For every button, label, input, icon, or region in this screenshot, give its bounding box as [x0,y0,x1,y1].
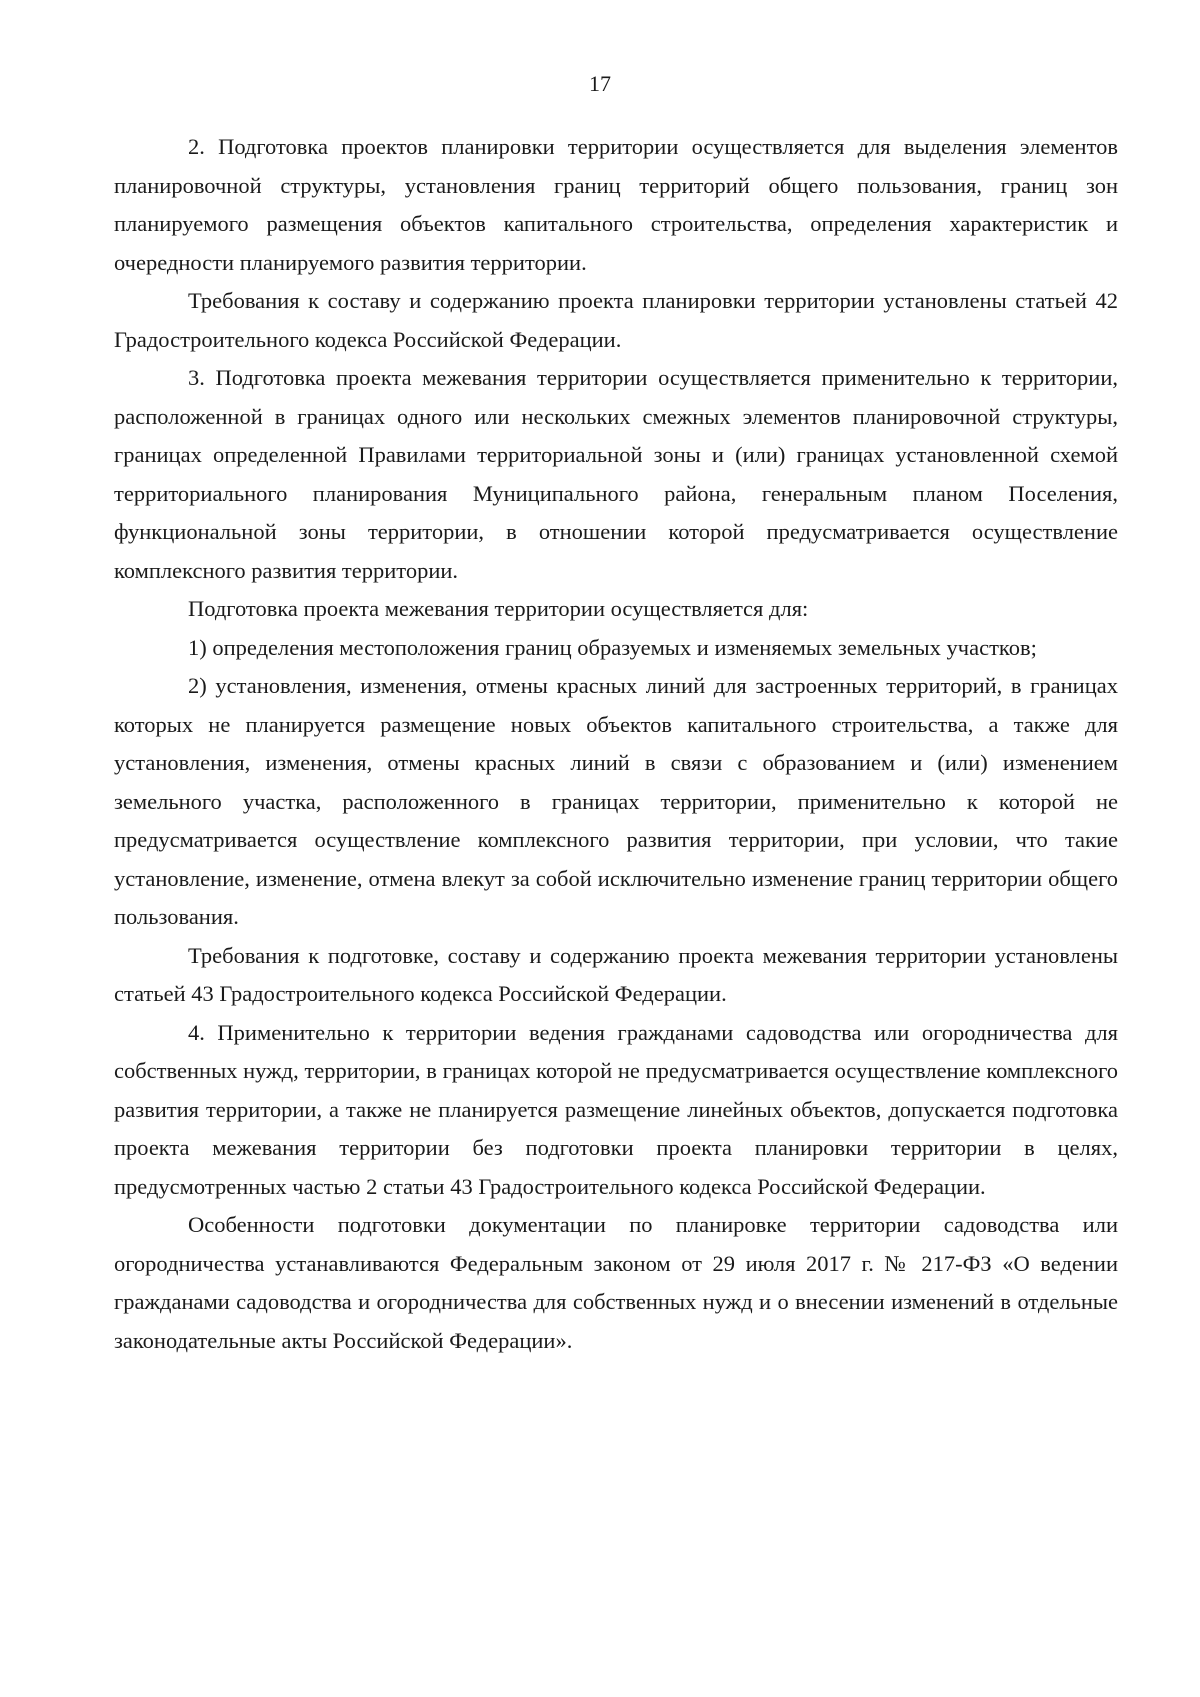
paragraph-survey-purpose: Подготовка проекта межевания территории осуществляется для: [188,596,809,621]
paragraph-item-4: 4. Применительно к территории ведения гражданами садоводства или огородничества для собственных нужд, территории, в границах которой не предусматривается осуществление комплексного развития территории, а также не планируется размещение линейных объектов, допускается подготовка проекта межевания территории без подготовки проекта планировки территории в целях, предусмотренных частью 2 статьи 43 Градостроительного кодекса Российской Федерации. [114,1019,1118,1199]
paragraph-planning-requirements: Требования к составу и содержанию проекта планировки территории установлены статьей 42 Градостроительного кодекса Российской Федерации. [114,288,1118,352]
paragraph-subitem-1: 1) определения местоположения границ образуемых и изменяемых земельных участков; [188,634,1037,660]
paragraph-survey-requirements: Требования к подготовке, составу и содержанию проекта межевания территории установлены статьей 43 Градостроительного кодекса Российской Федерации. [114,942,1118,1006]
paragraph-gardening-features: Особенности подготовки документации по планировке территории садоводства или огородничества устанавливаются Федеральным законом от 29 июля 2017 г. № 217-ФЗ «О ведении гражданами садоводства и огородничества для собственных нужд и о внесении изменений в отдельные законодательные акты Российской Федерации». [114,1212,1118,1353]
paragraph-subitem-2: 2) установления, изменения, отмены красных линий для застроенных территорий, в границах которых не планируется размещение новых объектов капитального строительства, а также для установления, изменения, отмены красных линий в связи с образованием и (или) изменением земельного участка, расположенного в границах территории, применительно к которой не предусматривается осуществление комплексного развития территории, при условии, что такие установление, изменение, отмена влекут за собой исключительно изменение границ территории общего пользования. [114,673,1118,929]
document-body [114,128,1118,1360]
paragraph-item-2: 2. Подготовка проектов планировки территории осуществляется для выделения элементов планировочной структуры, установления границ территорий общего пользования, границ зон планируемого размещения объектов капитального строительства, определения характеристик и очередности планируемого развития территории. [114,134,1118,275]
page-number: 17 [589,71,611,96]
paragraph-item-3: 3. Подготовка проекта межевания территории осуществляется применительно к территории, расположенной в границах одного или нескольких смежных элементов планировочной структуры, границах определенной Правилами территориальной зоны и (или) границах установленной схемой территориального планирования Муниципального района, генеральным планом Поселения, функциональной зоны территории, в отношении которой предусматривается осуществление комплексного развития территории. [114,365,1118,583]
